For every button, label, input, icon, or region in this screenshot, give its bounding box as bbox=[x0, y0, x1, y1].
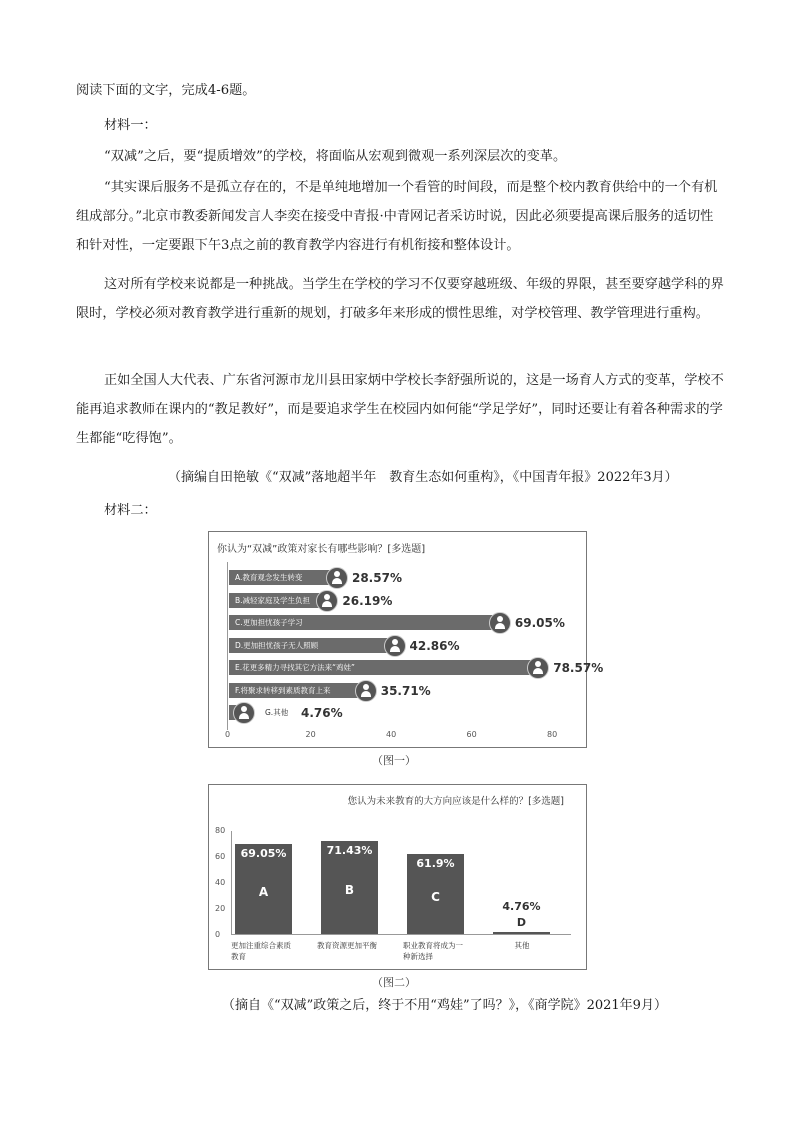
figure1-value-label: 69.05% bbox=[514, 616, 565, 630]
figure1-y-axis bbox=[227, 562, 228, 730]
figure1-bar bbox=[229, 660, 545, 675]
figure2-bar bbox=[493, 932, 550, 934]
person-icon bbox=[233, 702, 255, 724]
material1-para3: 这对所有学校来说都是一种挑战。当学生在学校的学习不仅要穿越班级、年级的界限，甚至要穿越学科的界限时，学校必须对教育教学进行重新的规划，打破多年来形成的惯性思维，对学校管理、教学管理进行重构。 bbox=[76, 277, 724, 321]
figure1-value-label: 26.19% bbox=[342, 593, 393, 608]
figure2-bar-letter: D bbox=[516, 916, 527, 929]
material1-para4: 正如全国人大代表、广东省河源市龙川县田家炳中学校长李舒强所说的，这是一场育人方式的变革，学校不能再追求教师在课内的“教足教好”，而是要追求学生在校园内如何能“学足学好”，同时还要让有着各种需求的学生都能“吃得饱”。 bbox=[76, 373, 724, 446]
figure1-bar-label: C.更加担忧孩子学习 bbox=[235, 618, 303, 627]
instruction: 阅读下面的文字，完成4-6题。 bbox=[76, 83, 256, 98]
figure2-chart bbox=[208, 784, 587, 970]
figure1-bar-label: G.其他 bbox=[265, 708, 289, 717]
figure2-category-label: 更加注重综合素质教育 bbox=[231, 941, 291, 961]
figure2-caption: （图二） bbox=[372, 976, 416, 989]
figure2-category-label: 教育资源更加平衡 bbox=[317, 941, 377, 950]
person-icon bbox=[355, 680, 377, 702]
figure2-y-axis bbox=[231, 831, 232, 935]
figure1-chart bbox=[208, 531, 604, 748]
figure2-y-tick: 40 bbox=[215, 878, 226, 887]
figure2-category-label: 其他 bbox=[514, 941, 530, 950]
figure1-value-label: 4.76% bbox=[301, 706, 343, 720]
material1-title: 材料一： bbox=[104, 118, 157, 133]
figure1-bar bbox=[229, 570, 344, 585]
figure2-y-tick: 0 bbox=[215, 930, 221, 939]
figure1-bar bbox=[229, 593, 334, 608]
figure2-bar bbox=[321, 841, 378, 934]
figure1-value-label: 35.71% bbox=[380, 683, 431, 698]
figure2-y-tick: 80 bbox=[215, 826, 226, 835]
figure2-value-label: 71.43% bbox=[326, 844, 373, 858]
figure1-bar-label: A.教育观念发生转变 bbox=[235, 573, 303, 582]
figure2-bar-letter: C bbox=[431, 889, 440, 904]
figure2-category-label: 职业教育将成为一种新选择 bbox=[403, 941, 463, 961]
figure2-y-tick: 20 bbox=[215, 904, 226, 913]
figure1-bar bbox=[229, 615, 507, 630]
figure1-x-tick: 60 bbox=[466, 730, 477, 739]
figure2-value-label: 69.05% bbox=[240, 847, 287, 861]
person-icon bbox=[326, 567, 348, 589]
material1-para2: “其实课后服务不是孤立存在的，不是单纯地增加一个看管的时间段，而是整个校内教育供给中的一个有机组成部分。”北京市教委新闻发言人李奕在接受中青报·中青网记者采访时说，因此必须要提高课后服务的适切性和针对性，一定要跟下午3点之前的教育教学内容进行有机衔接和整体设计。 bbox=[76, 180, 718, 253]
figure1-title: 你认为“双减”政策对家长有哪些影响？[多选题] bbox=[217, 544, 426, 555]
material2-title: 材料二： bbox=[104, 503, 157, 518]
material1-para1: “双减”之后，要“提质增效”的学校，将面临从宏观到微观一系列深层次的变革。 bbox=[104, 149, 567, 164]
figure2-bar-letter: A bbox=[258, 884, 269, 899]
material2-source: （摘自《“双减”政策之后，终于不用“鸡娃”了吗？》，《商学院》2021年9月） bbox=[222, 998, 667, 1013]
figure1-value-label: 28.57% bbox=[351, 571, 402, 585]
figure2-y-tick: 60 bbox=[215, 852, 226, 861]
figure1-bar bbox=[229, 683, 373, 698]
figure1-x-tick: 80 bbox=[547, 730, 558, 739]
figure1-bar bbox=[229, 638, 402, 653]
person-icon bbox=[489, 612, 511, 634]
figure1-bar-label: F.将聚求转移到素质教育上来 bbox=[235, 685, 331, 695]
figure2-value-label: 61.9% bbox=[416, 856, 455, 870]
material1-source: （摘编自田艳敏《“双减”落地超半年 教育生态如何重构》，《中国青年报》2022年3月） bbox=[168, 470, 678, 485]
figure2-bar-letter: B bbox=[344, 882, 355, 897]
figure1-x-tick: 40 bbox=[386, 730, 397, 739]
figure1-bar-label: D.更加担忧孩子无人照顾 bbox=[235, 640, 319, 650]
figure1-bar-label: B.减轻家庭及学生负担 bbox=[235, 595, 311, 605]
figure1-value-label: 78.57% bbox=[553, 661, 604, 675]
figure2-value-label: 4.76% bbox=[502, 900, 541, 913]
figure1-x-tick: 20 bbox=[305, 730, 316, 739]
figure1-x-tick: 0 bbox=[225, 730, 231, 739]
figure2-x-axis bbox=[231, 934, 571, 935]
person-icon bbox=[527, 657, 549, 679]
figure1-caption: （图一） bbox=[372, 754, 416, 767]
figure1-bar bbox=[229, 705, 289, 720]
person-icon bbox=[384, 635, 406, 657]
figure2-title: 您认为未来教育的大方向应该是什么样的？[多选题] bbox=[347, 796, 564, 807]
figure2-bar bbox=[235, 844, 292, 934]
person-icon bbox=[316, 590, 338, 612]
figure2-bar bbox=[407, 854, 464, 934]
figure1-value-label: 42.86% bbox=[409, 638, 460, 653]
figure1-bar-label: E.花更多精力寻找其它方法来“鸡娃” bbox=[235, 663, 355, 672]
